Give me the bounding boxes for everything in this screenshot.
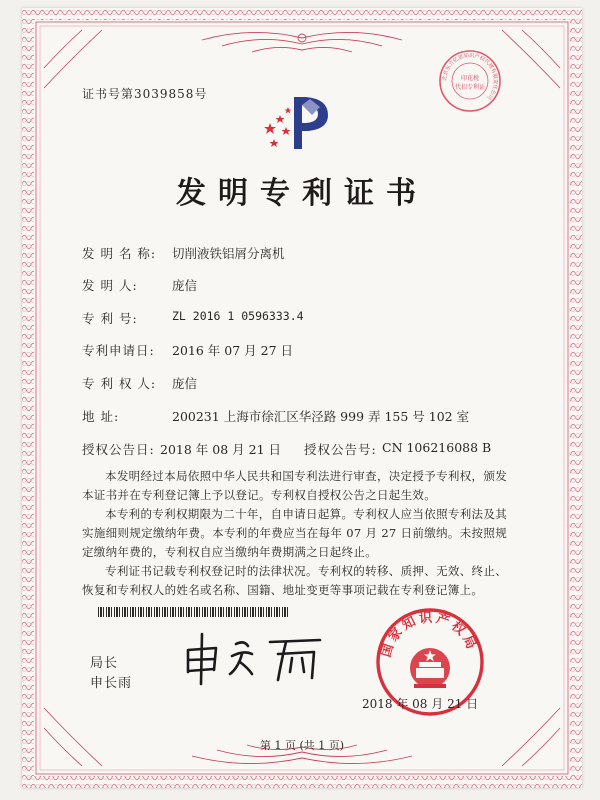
field-label-inventor: 发 明 人: <box>82 278 138 293</box>
field-value-announce-date: 2018 年 08 月 21 日 <box>160 442 281 457</box>
patent-office-emblem-icon <box>262 93 342 153</box>
seal-text: 国家知识产权局 <box>378 610 480 660</box>
paragraph-grant: 本发明经过本局依照中华人民共和国专利法进行审查，决定授予专利权，颁发本证书并在专利登记簿上予以登记。专利权自授权公告之日起生效。 <box>82 469 507 502</box>
field-label-announce-date: 授权公告日: <box>82 442 155 457</box>
seal-date: 2018 年 08 月 21 日 <box>362 697 479 711</box>
field-label-patentee: 专 利 权 人: <box>82 376 157 391</box>
field-label-patent-number: 专 利 号: <box>82 311 138 326</box>
stamp-inner-line-1: 印花税 <box>460 75 480 82</box>
certificate-number: 证书号第3039858号 <box>82 87 208 101</box>
field-value-announce-number: CN 106216088 B <box>382 440 492 455</box>
paragraph-term: 本专利的专利权期限为二十年，自申请日起算。专利权人应当依照专利法及其实施细则规定缴纳年费。本专利的年费应当在每年 07 月 27 日前缴纳。未按照规定缴纳年费的，专利权自应当缴纳年费期满之日起终止。 <box>82 507 507 559</box>
director-name: 申长雨 <box>90 676 133 691</box>
stamp-inner-line-2: 代扣专利证 <box>454 84 486 91</box>
field-label-address: 地 址: <box>82 409 120 424</box>
barcode <box>98 607 288 617</box>
director-signature <box>182 628 332 688</box>
field-value-patentee: 庞信 <box>172 376 198 391</box>
field-value-inventor: 庞信 <box>172 278 198 293</box>
paragraph-legal-status: 专利证书记载专利权登记时的法律状况。专利权的转移、质押、无效、终止、恢复和专利权人的姓名或名称、国籍、地址变更等事项记载在专利登记簿上。 <box>82 564 507 597</box>
certificate-paper <box>22 8 582 788</box>
field-value-invention-name: 切削液铁铝屑分离机 <box>172 246 285 261</box>
national-emblem-icon <box>410 648 450 688</box>
page-number: 第 1 页 (共 1 页) <box>259 739 345 752</box>
field-value-address: 200231 上海市徐汇区华泾路 999 弄 155 号 102 室 <box>172 409 470 424</box>
stamp-outer-text: 北京东方亿思知识产权代理有限责任公司 <box>441 52 499 101</box>
field-value-application-date: 2016 年 07 月 27 日 <box>172 343 293 358</box>
top-ornament <box>202 32 402 52</box>
field-label-invention-name: 发 明 名 称: <box>82 246 157 261</box>
tax-stamp-seal <box>437 48 503 114</box>
field-label-application-date: 专利申请日: <box>82 343 155 358</box>
director-title: 局长 <box>90 656 119 671</box>
field-label-announce-number: 授权公告号: <box>304 442 377 457</box>
certificate-title: 发明专利证书 <box>176 176 428 211</box>
field-value-patent-number: ZL 2016 1 0596333.4 <box>172 309 304 323</box>
